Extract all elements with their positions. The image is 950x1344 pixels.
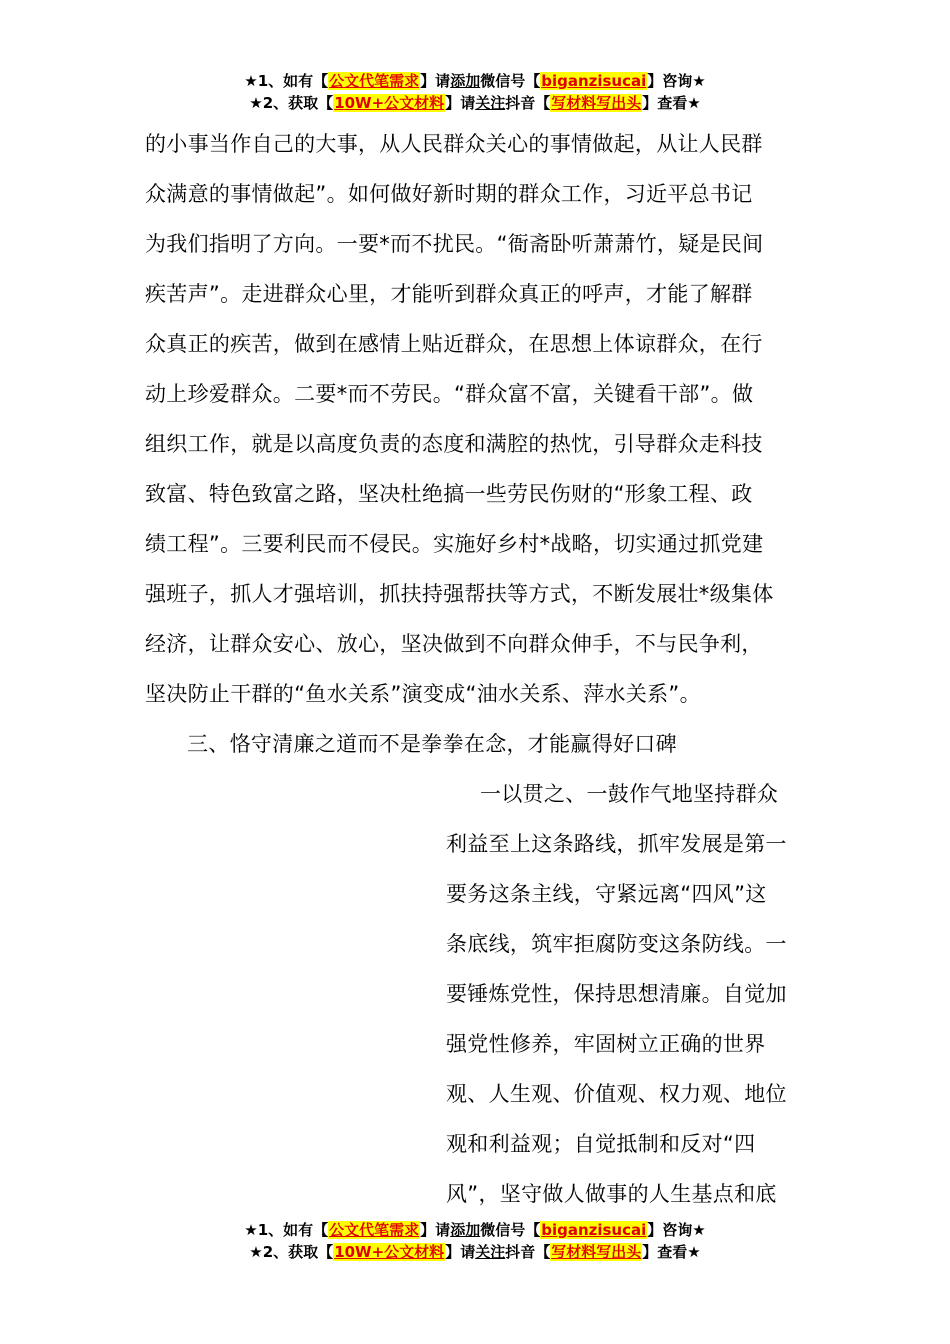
body-line: 经济，让群众安心、放心，坚决做到不向群众伸手，不与民争利， [145, 632, 763, 656]
body-line: 众真正的疾苦，做到在感情上贴近群众，在思想上体谅群众，在行 [145, 332, 763, 356]
body-line: 疾苦声”。走进群众心里，才能听到群众真正的呼声，才能了解群 [145, 282, 753, 306]
column-line: 利益至上这条路线，抓牢发展是第一 [446, 832, 787, 856]
banner-underline-add: 添加 [450, 1221, 481, 1239]
banner-text: 】请 [445, 94, 476, 112]
banner-underline-follow: 关注 [475, 94, 506, 112]
banner-text: ★2、获取【 [249, 94, 334, 112]
footer-banner-line-1 [0, 1219, 950, 1241]
banner-text: 】请 [420, 72, 451, 90]
body-paragraph [145, 119, 810, 769]
body-line: 强班子，抓人才强培训，抓扶持强帮扶等方式，不断发展壮*级集体 [145, 582, 774, 606]
banner-highlight-douyin: 写材料写出头 [551, 1243, 642, 1261]
body-line: 的小事当作自己的大事，从人民群众关心的事情做起，从让人民群 [145, 132, 763, 156]
footer-banner-line-2 [0, 1241, 950, 1263]
body-line: 致富、特色致富之路，坚决杜绝搞一些劳民伤财的“形象工程、政 [145, 482, 753, 506]
footer-banner [0, 1219, 950, 1263]
banner-text: 】咨询★ [647, 72, 706, 90]
banner-highlight-service: 公文代笔需求 [329, 1221, 420, 1239]
body-line: 动上珍爱群众。二要*而不劳民。“群众富不富，关键看干部”。做 [145, 382, 754, 406]
column-paragraph [446, 769, 810, 1219]
column-line: 要务这条主线，守紧远离“四风”这 [446, 882, 767, 906]
banner-text: 】查看★ [642, 94, 701, 112]
body-line: 众满意的事情做起”。如何做好新时期的群众工作，习近平总书记 [145, 182, 753, 206]
banner-text: 抖音【 [505, 94, 551, 112]
banner-highlight-douyin: 写材料写出头 [551, 94, 642, 112]
banner-underline-add: 添加 [450, 72, 481, 90]
banner-highlight-service: 公文代笔需求 [329, 72, 420, 90]
banner-text: 抖音【 [505, 1243, 551, 1261]
banner-highlight-wechat-id: biganzisucai [541, 1221, 647, 1239]
header-banner-line-1 [0, 70, 950, 92]
section-heading: 三、恪守清廉之道而不是拳拳在念，才能赢得好口碑 [187, 732, 677, 756]
column-line: 风”，坚守做人做事的人生基点和底 [446, 1182, 777, 1206]
body-line: 为我们指明了方向。一要*而不扰民。“衙斋卧听萧萧竹，疑是民间 [145, 232, 764, 256]
column-line: 一以贯之、一鼓作气地坚持群众 [480, 782, 779, 806]
banner-highlight-materials: 10W+公文材料 [334, 94, 445, 112]
banner-text: 】咨询★ [647, 1221, 706, 1239]
column-line: 观和利益观；自觉抵制和反对“四 [446, 1132, 756, 1156]
column-line: 强党性修养，牢固树立正确的世界 [446, 1032, 766, 1056]
banner-text: 微信号【 [480, 1221, 541, 1239]
banner-text: 】查看★ [642, 1243, 701, 1261]
body-line: 绩工程”。三要利民而不侵民。实施好乡村*战略，切实通过抓党建 [145, 532, 764, 556]
banner-text: 】请 [445, 1243, 476, 1261]
column-line: 观、人生观、价值观、权力观、地位 [446, 1082, 787, 1106]
banner-underline-follow: 关注 [475, 1243, 506, 1261]
banner-text: ★2、获取【 [249, 1243, 334, 1261]
banner-text: 微信号【 [480, 72, 541, 90]
column-line: 要锤炼党性，保持思想清廉。自觉加 [446, 982, 787, 1006]
banner-text: 】请 [420, 1221, 451, 1239]
header-banner-line-2 [0, 92, 950, 114]
banner-highlight-materials: 10W+公文材料 [334, 1243, 445, 1261]
banner-highlight-wechat-id: biganzisucai [541, 72, 647, 90]
body-line: 组织工作，就是以高度负责的态度和满腔的热忱，引导群众走科技 [145, 432, 763, 456]
header-banner [0, 70, 950, 114]
banner-text: ★1、如有【 [244, 1221, 329, 1239]
column-line: 条底线，筑牢拒腐防变这条防线。一 [446, 932, 787, 956]
body-line: 坚决防止干群的“鱼水关系”演变成“油水关系、萍水关系”。 [145, 682, 701, 706]
banner-text: ★1、如有【 [244, 72, 329, 90]
